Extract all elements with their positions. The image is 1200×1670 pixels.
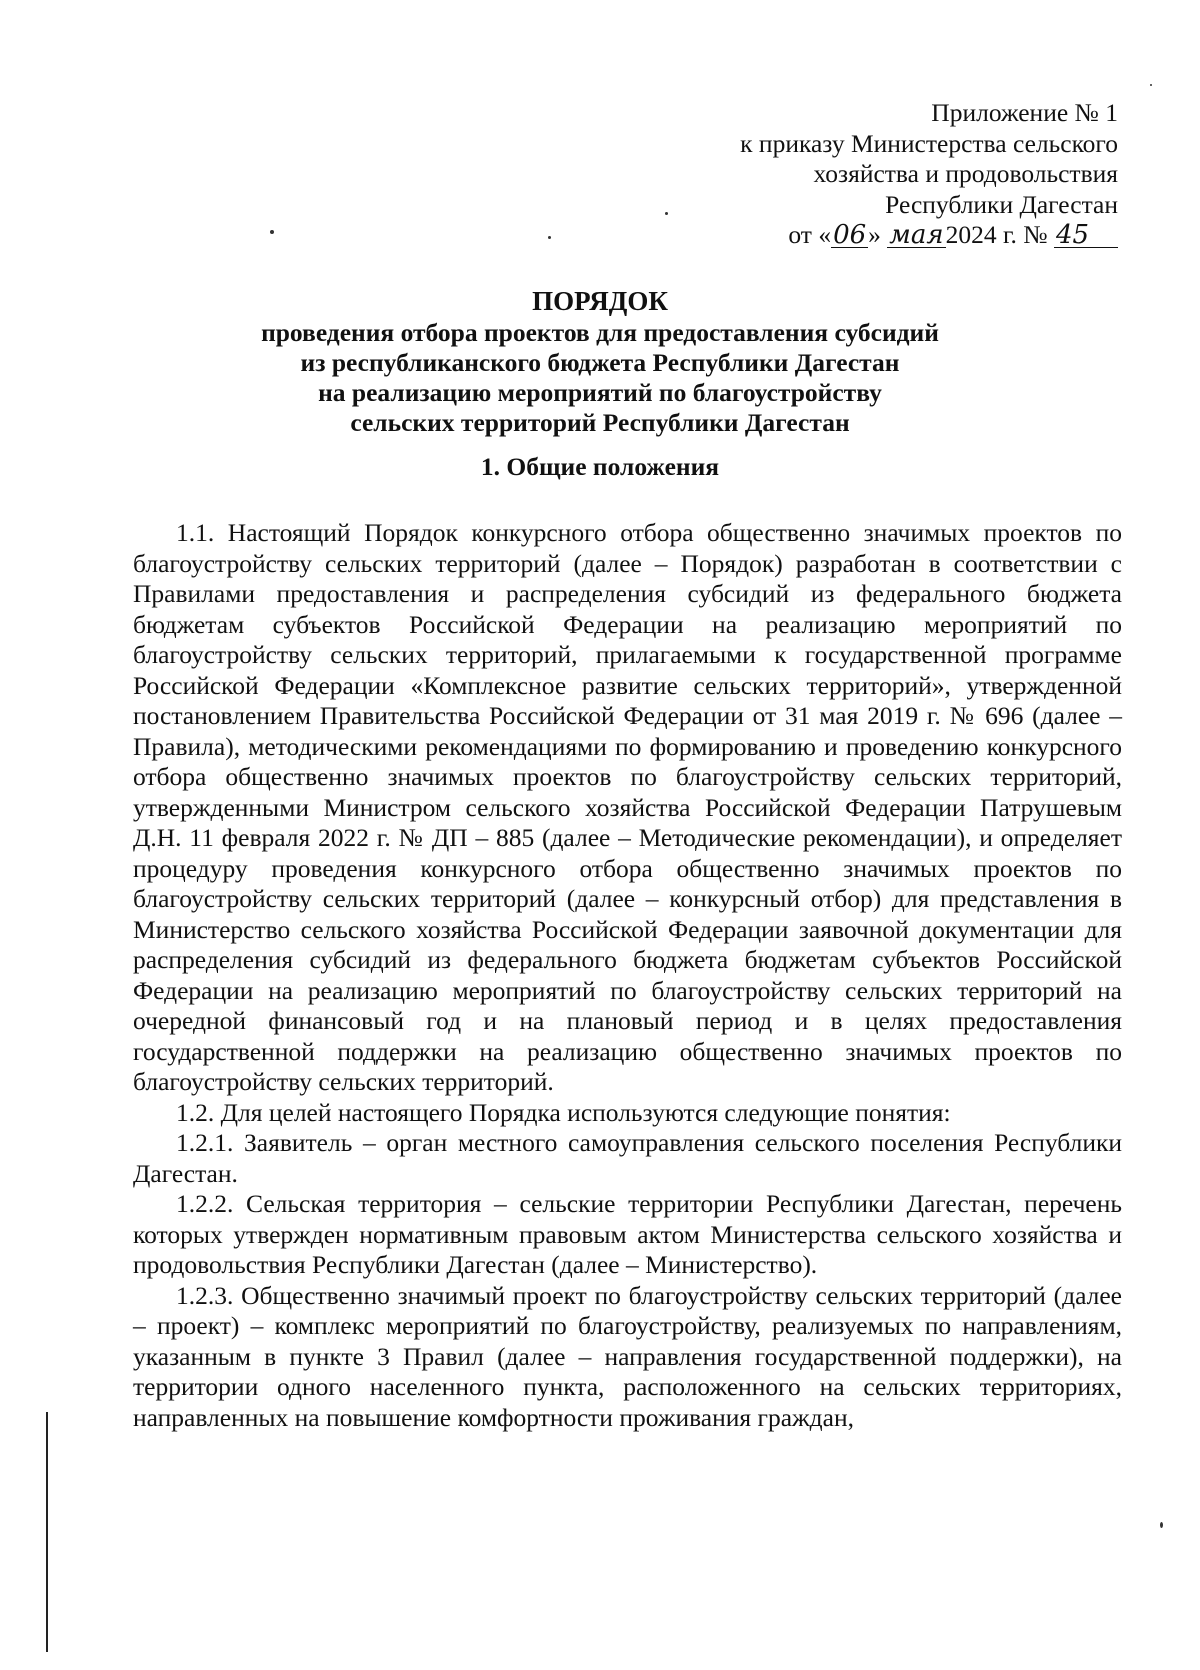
title-line-2: из республиканского бюджета Республики Дагестан — [300, 348, 900, 377]
appendix-header — [740, 98, 1118, 251]
title-heading: ПОРЯДОК — [532, 286, 668, 316]
appendix-line-3: хозяйства и продовольствия — [813, 159, 1118, 188]
paragraph-1-2-3: 1.2.3. Общественно значимый проект по благоустройству сельских территорий (далее – проект) – комплекс мероприятий по благоустройству, реализуемых по направлениям, указанным в пункте 3 Правил (далее – направления государственной поддержки), на территории одного населенного пункта, расположенного на сельских территориях, направленных на повышение комфортности проживания граждан, — [133, 1280, 1122, 1432]
paragraph-1-2-1: 1.2.1. Заявитель – орган местного самоуправления сельского поселения Республики Дагестан. — [133, 1128, 1122, 1188]
scan-speck — [1150, 84, 1152, 86]
order-number-handwritten: 45 — [1054, 223, 1118, 248]
scan-speck — [665, 212, 668, 215]
scan-speck — [548, 236, 551, 239]
appendix-line-2: к приказу Министерства сельского — [740, 128, 1118, 158]
title-line-4: сельских территорий Республики Дагестан — [350, 408, 850, 437]
date-mid: » — [868, 220, 888, 249]
paragraph-1-2: 1.2. Для целей настоящего Порядка используются следующие понятия: — [176, 1097, 951, 1127]
appendix-line-1: Приложение № 1 — [931, 98, 1118, 127]
section-body — [133, 518, 1122, 1433]
date-prefix: от « — [788, 220, 832, 249]
scan-margin-line — [46, 1412, 48, 1652]
title-line-3: на реализацию мероприятий по благоустройству — [318, 378, 882, 407]
document-title — [0, 284, 1200, 438]
appendix-date-line — [740, 220, 1118, 251]
date-year: 2024 г. № — [945, 220, 1054, 249]
appendix-line-4: Республики Дагестан — [885, 189, 1118, 219]
date-day-handwritten: 06 — [833, 220, 867, 250]
scan-speck — [1160, 1522, 1163, 1528]
date-month-handwritten: мая — [889, 220, 944, 250]
scan-speck — [270, 230, 274, 234]
paragraph-1-2-2: 1.2.2. Сельская территория – сельские территории Республики Дагестан, перечень которых утвержден нормативным правовым актом Министерства сельского хозяйства и продовольствия Республики Дагестан (далее – Министерство). — [133, 1189, 1122, 1279]
title-line-1: проведения отбора проектов для предоставления субсидий — [261, 318, 939, 347]
section-heading: 1. Общие положения — [480, 452, 720, 481]
paragraph-1-1: 1.1. Настоящий Порядок конкурсного отбора общественно значимых проектов по благоустройству сельских территорий (далее – Порядок) разработан в соответствии с Правилами предоставления и распределения субсидий из федерального бюджета бюджетам субъектов Российской Федерации на реализацию мероприятий по благоустройству сельских территорий, прилагаемыми к государственной программе Российской Федерации «Комплексное развитие сельских территорий», утвержденной постановлением Правительства Российской Федерации от 31 мая 2019 г. № 696 (далее – Правила), методическими рекомендациями по формированию и проведению конкурсного отбора общественно значимых проектов по благоустройству сельских территорий, утвержденными Министром сельского хозяйства Российской Федерации Патрушевым Д.Н. 11 февраля 2022 г. № ДП – 885 (далее – Методические рекомендации), и определяет процедуру проведения конкурсного отбора общественно значимых проектов по благоустройству сельских территорий (далее – конкурсный отбор) для представления в Министерство сельского хозяйства Российской Федерации заявочной документации для распределения субсидий из федерального бюджета бюджетам субъектов Российской Федерации на реализацию мероприятий по благоустройству сельских территорий на очередной финансовый год и на плановый период и в целях предоставления государственной поддержки на реализацию общественно значимых проектов по благоустройству сельских территорий. — [133, 518, 1122, 1096]
